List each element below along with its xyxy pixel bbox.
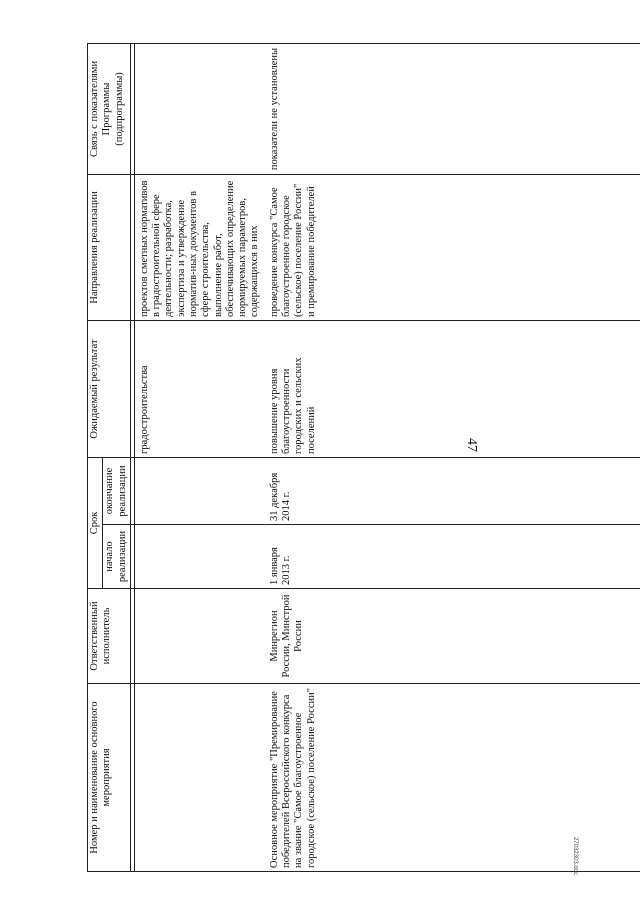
header-end: окончание реализации: [103, 457, 131, 524]
rotated-page-content: [87, 44, 487, 872]
header-directions: Направления реализации: [88, 174, 131, 320]
cell-directions: проведение конкурса "Самое благоустроенное городское (сельское) поселение России" и премирование победителей: [263, 174, 319, 320]
header-term: Срок: [88, 457, 103, 588]
cell-result: повышение уровня благоустроенности городских и сельских поселений: [263, 320, 319, 457]
table-row: [134, 43, 262, 871]
header-executor: Ответственный исполнитель: [88, 589, 131, 684]
table-bottom-space: [319, 43, 640, 871]
cell-end: 31 декабря 2014 г.: [263, 457, 319, 524]
document-code: 27032303.doc: [572, 836, 578, 876]
cell-end: [134, 457, 262, 524]
header-result: Ожидаемый результат: [88, 320, 131, 457]
cell-executor: [134, 589, 262, 684]
header-start: начало реализации: [103, 525, 131, 589]
measures-table: [87, 43, 640, 872]
cell-executor: Минрегион России, Минстрой России: [263, 589, 319, 684]
cell-link: [134, 43, 262, 174]
cell-measure: Основное мероприятие "Премирование победителей Всероссийского конкурса на звание "Самое благоустроенное городское (сельское) поселение России": [263, 684, 319, 872]
cell-measure: [134, 684, 262, 872]
cell-link: показатели не установлены: [263, 43, 319, 174]
header-measure: Номер и наименование основного мероприятия: [88, 684, 131, 872]
table-row: [263, 43, 319, 871]
cell-start: [134, 525, 262, 589]
cell-result: градостроительства: [134, 320, 262, 457]
header-link: Связь с показателями Программы (подпрограммы): [88, 43, 131, 174]
cell-start: 1 января 2013 г.: [263, 525, 319, 589]
page-number: 47: [464, 438, 479, 452]
cell-directions: проектов сметных нормативов в градостроительной сфере деятельности; разработка, экспертиза и утверждение норматив-ных документов в сфере строительства, выполнение работ, обеспечивающих определение нормируемых параметров, содержащихся в них: [134, 174, 262, 320]
